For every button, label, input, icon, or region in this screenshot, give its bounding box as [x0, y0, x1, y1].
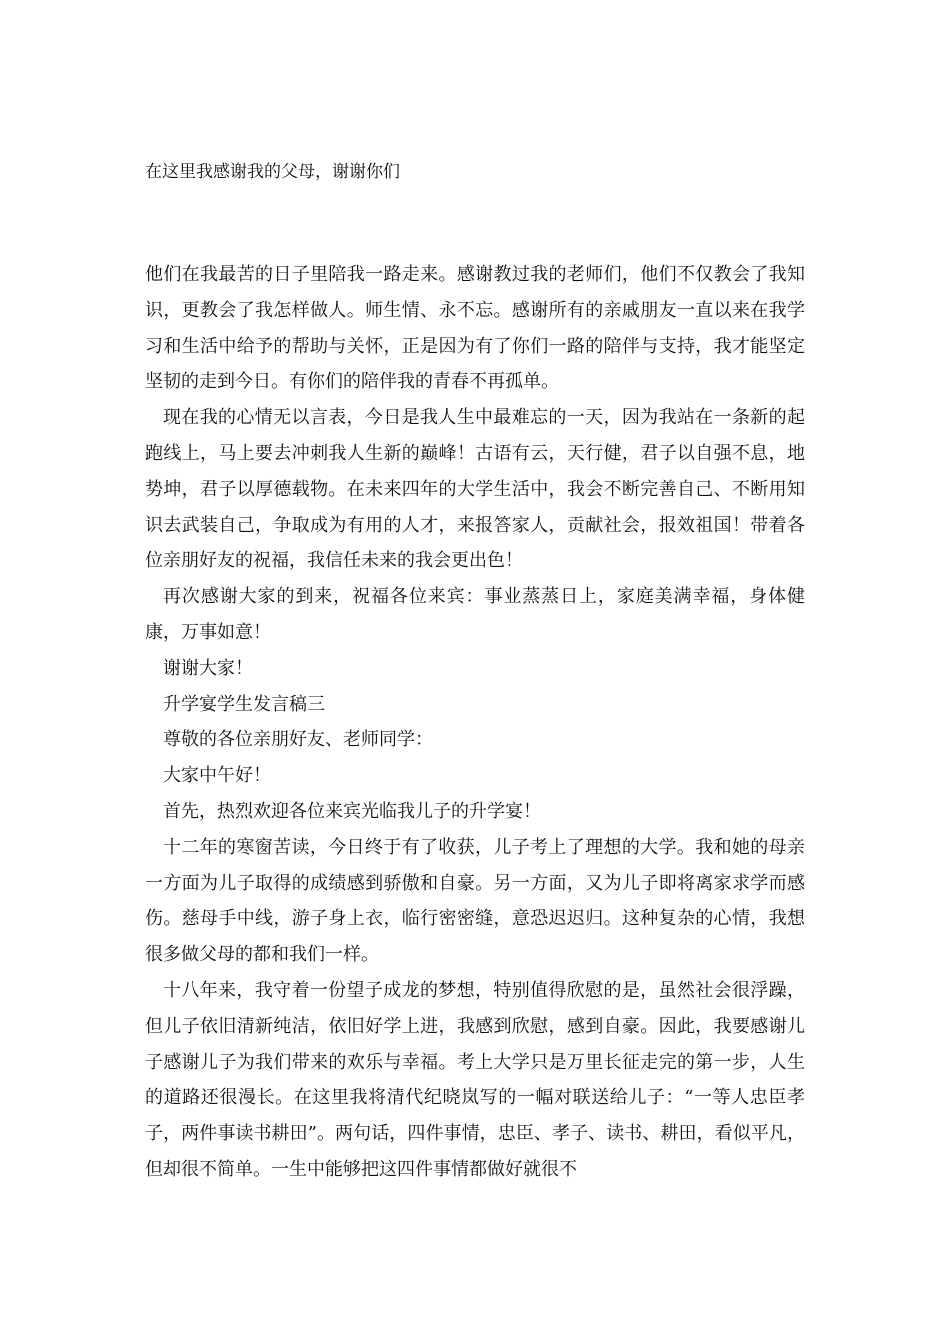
section-heading: 升学宴学生发言稿三 [163, 693, 325, 715]
greeting: 大家中午好！ [163, 765, 271, 787]
paragraph-10: 十八年来，我守着一份望子成龙的梦想，特别值得欣慰的是，虽然社会很浮躁，但儿子依旧清新纯洁，依旧好学上进，我感到欣慰，感到自豪。因此，我要感谢儿子感谢儿子为我们带来的欢乐与幸福。考上大学只是万里长征走完的第一步，人生的道路还很漫长。在这里我将清代纪晓岚写的一幅对联送给儿子：“一等人忠臣孝子，两件事读书耕田”。两句话，四件事情，忠臣、孝子、读书、耕田，看似平凡，但却很不简单。一生中能够把这四件事情都做好就很不 [145, 979, 805, 1180]
paragraph-3: 再次感谢大家的到来，祝福各位来宾：事业蒸蒸日上，家庭美满幸福，身体健康，万事如意！ [145, 586, 805, 643]
paragraph-4: 谢谢大家！ [163, 657, 253, 679]
paragraph-8: 首先，热烈欢迎各位来宾光临我儿子的升学宴！ [163, 800, 541, 822]
paragraph-9: 十二年的寒窗苦读，今日终于有了收获，儿子考上了理想的大学。我和她的母亲一方面为儿子取得的成绩感到骄傲和自豪。另一方面，又为儿子即将离家求学而感伤。慈母手中线，游子身上衣，临行密密缝，意恐迟迟归。这种复杂的心情，我想很多做父母的都和我们一样。 [145, 836, 805, 966]
salutation: 尊敬的各位亲朋好友、老师同学： [163, 729, 433, 751]
paragraph-2: 现在我的心情无以言表，今日是我人生中最难忘的一天，因为我站在一条新的起跑线上，马上要去冲刺我人生新的巅峰！古语有云，天行健，君子以自强不息，地势坤，君子以厚德载物。在未来四年的大学生活中，我会不断完善自己、不断用知识去武装自己，争取成为有用的人才，来报答家人，贡献社会，报效祖国！带着各位亲朋好友的祝福，我信任未来的我会更出色！ [145, 407, 805, 572]
paragraph-1: 他们在我最苦的日子里陪我一路走来。感谢教过我的老师们，他们不仅教会了我知识，更教会了我怎样做人。师生情、永不忘。感谢所有的亲戚朋友一直以来在我学习和生活中给予的帮助与关怀，正是因为有了你们一路的陪伴与支持，我才能坚定坚韧的走到今日。有你们的陪伴我的青春不再孤单。 [145, 264, 805, 393]
body-text [145, 257, 805, 1188]
top-line: 在这里我感谢我的父母，谢谢你们 [145, 162, 400, 182]
